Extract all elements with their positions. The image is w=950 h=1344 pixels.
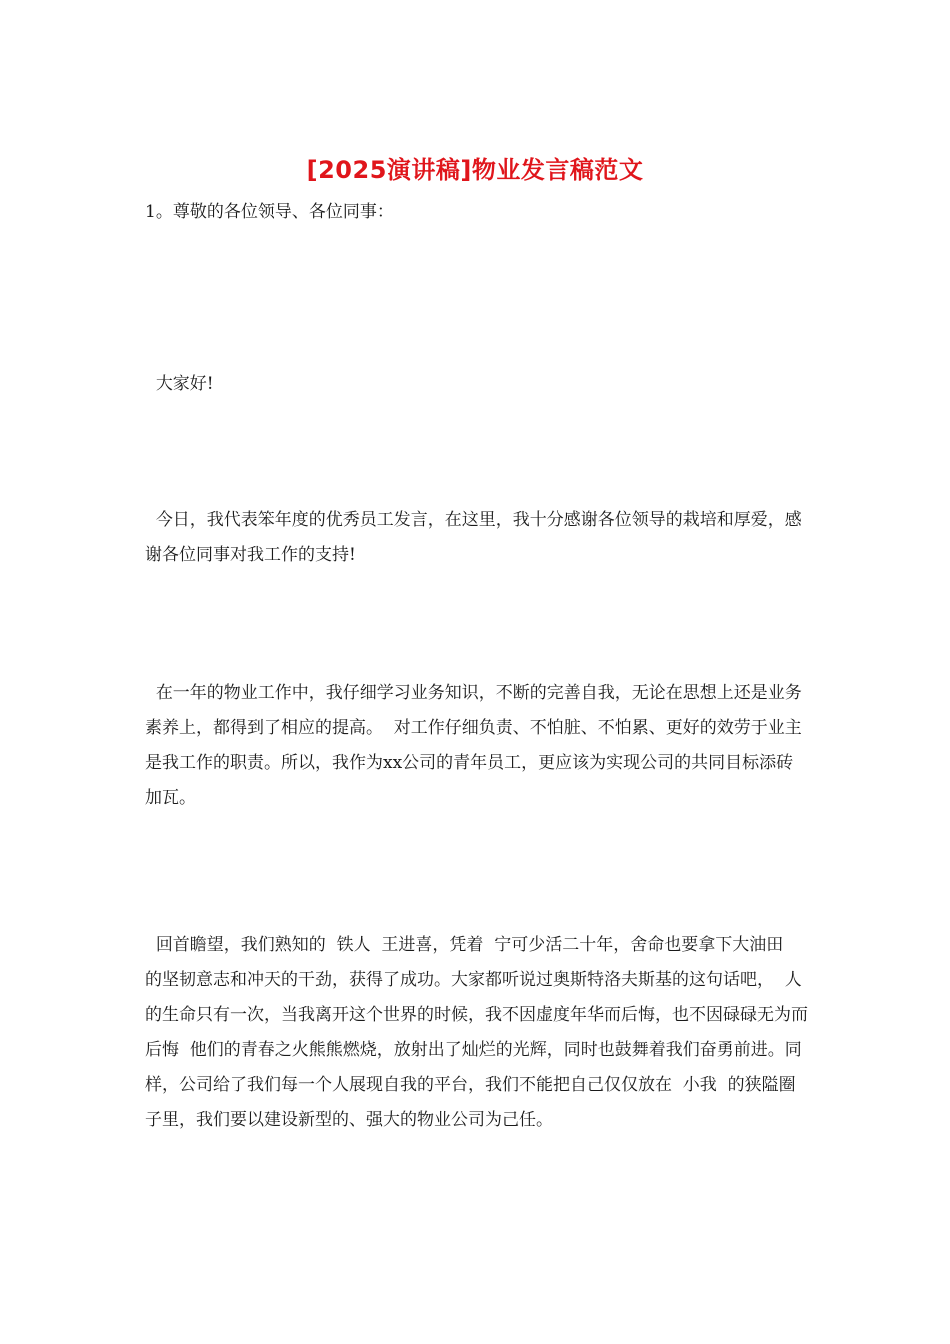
- paragraph-thanks: 今日，我代表笨年度的优秀员工发言，在这里，我十分感谢各位领导的栽培和厚爱，感谢各位同事对我工作的支持!: [145, 510, 802, 565]
- paragraph-work: 在一年的物业工作中，我仔细学习业务知识，不断的完善自我，无论在思想上还是业务素养上，都得到了相应的提高。 对工作仔细负责、不怕脏、不怕累、更好的效劳于业主 是我工作的职责。所以，我作为xx公司的青年员工，更应该为实现公司的共同目标添砖加瓦。: [145, 683, 813, 808]
- paragraph-greeting: 大家好!: [145, 374, 214, 394]
- paragraph-salutation: 1。尊敬的各位领导、各位同事：: [145, 202, 394, 222]
- paragraph-review: 回首瞻望，我们熟知的 铁人 王进喜，凭着 宁可少活二十年，舍命也要拿下大油田 的坚韧意志和冲天的干劲，获得了成功。大家都听说过奥斯特洛夫斯基的这句话吧， 人的生命只有一次，当我离开这个世界的时候，我不因虚度年华而后悔，也不因碌碌无为而后悔 他们的青春之火熊熊燃烧，放射出了灿烂的光辉，同时也鼓舞着我们奋勇前进。同样，公司给了我们每一个人展现自我的平台，我们不能把自己仅仅放在 小我 的狭隘圈子里，我们要以建设新型的、强大的物业公司为己任。: [145, 935, 808, 1130]
- document-title: [2025演讲稿]物业发言稿范文: [306, 156, 644, 184]
